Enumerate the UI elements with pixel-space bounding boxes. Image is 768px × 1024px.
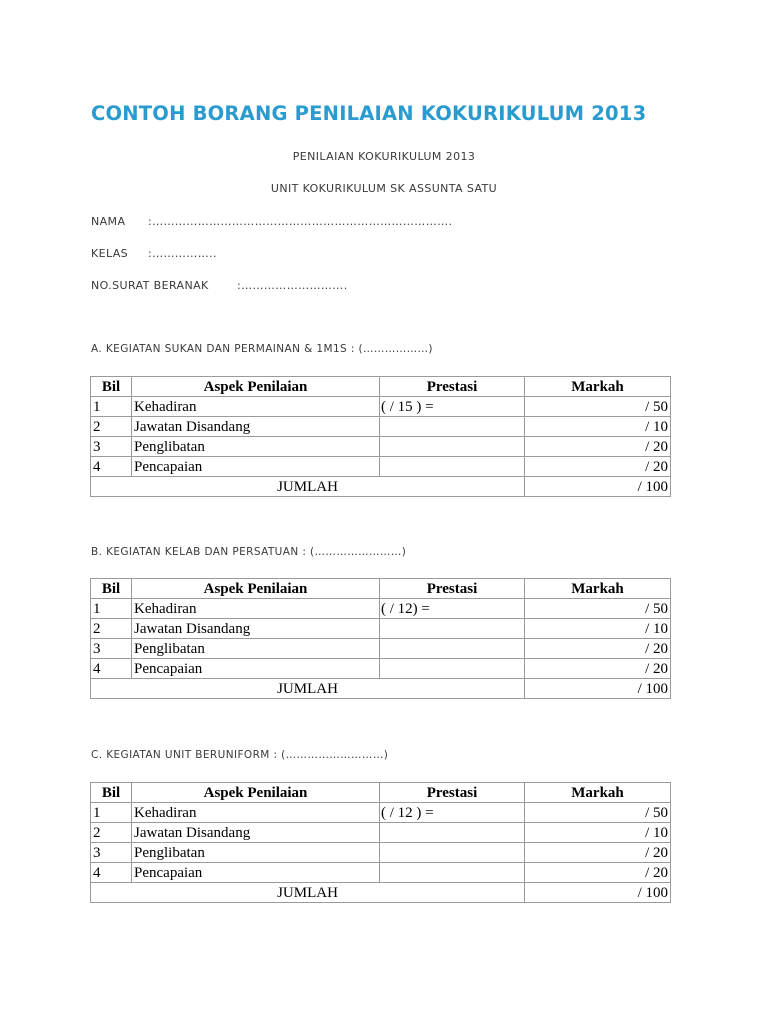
row-aspek: Penglibatan [132,843,380,863]
row-prestasi [380,437,525,457]
header-prestasi: Prestasi [380,579,525,599]
row-prestasi [380,619,525,639]
total-markah: / 100 [525,883,671,903]
row-prestasi [380,659,525,679]
row-aspek: Pencapaian [132,659,380,679]
row-bil: 3 [91,437,132,457]
row-bil: 4 [91,659,132,679]
row-prestasi [380,863,525,883]
table-row [91,417,671,437]
header-prestasi: Prestasi [380,377,525,397]
row-markah: / 50 [525,397,671,417]
row-bil: 3 [91,639,132,659]
form-subtitle: PENILAIAN KOKURIKULUM 2013 [292,150,476,163]
table-header-row [91,377,671,397]
section-c-heading: C. KEGIATAN UNIT BERUNIFORM : (………………………) [91,749,389,761]
row-markah: / 20 [525,843,671,863]
section-a-table [90,376,671,497]
row-prestasi [380,843,525,863]
header-bil: Bil [91,579,132,599]
surat-beranak-label: NO.SURAT BERANAK [91,279,209,292]
row-bil: 1 [91,397,132,417]
kelas-field [91,247,217,260]
nama-field [91,215,453,228]
table-row [91,823,671,843]
table-row [91,619,671,639]
table-row [91,599,671,619]
table-row [91,659,671,679]
total-row [91,477,671,497]
table-row [91,843,671,863]
table-header-row [91,579,671,599]
row-bil: 2 [91,417,132,437]
row-aspek: Jawatan Disandang [132,823,380,843]
kelas-value: :…………….. [148,247,217,260]
table-row [91,437,671,457]
table-row [91,863,671,883]
row-bil: 1 [91,803,132,823]
table-row [91,803,671,823]
header-bil: Bil [91,783,132,803]
row-aspek: Kehadiran [132,599,380,619]
header-markah: Markah [525,783,671,803]
header-prestasi: Prestasi [380,783,525,803]
row-bil: 4 [91,863,132,883]
row-aspek: Penglibatan [132,437,380,457]
row-markah: / 50 [525,599,671,619]
row-aspek: Pencapaian [132,863,380,883]
row-aspek: Jawatan Disandang [132,619,380,639]
header-aspek: Aspek Penilaian [132,377,380,397]
row-markah: / 20 [525,457,671,477]
row-aspek: Penglibatan [132,639,380,659]
row-aspek: Pencapaian [132,457,380,477]
row-markah: / 50 [525,803,671,823]
row-prestasi [380,417,525,437]
row-aspek: Kehadiran [132,803,380,823]
total-label: JUMLAH [91,679,525,699]
row-markah: / 20 [525,437,671,457]
total-markah: / 100 [525,477,671,497]
header-aspek: Aspek Penilaian [132,579,380,599]
table-header-row [91,783,671,803]
total-row [91,679,671,699]
surat-beranak-field [91,279,348,292]
page-title: CONTOH BORANG PENILAIAN KOKURIKULUM 2013 [91,102,647,125]
section-b-heading: B. KEGIATAN KELAB DAN PERSATUAN : (……………………) [91,546,407,558]
nama-value: :……………………………………………………………………. [148,215,453,228]
header-bil: Bil [91,377,132,397]
unit-subtitle: UNIT KOKURIKULUM SK ASSUNTA SATU [270,182,498,195]
row-prestasi: ( / 15 ) = [380,397,525,417]
row-bil: 3 [91,843,132,863]
section-c-table [90,782,671,903]
row-prestasi [380,639,525,659]
row-aspek: Kehadiran [132,397,380,417]
section-a-heading: A. KEGIATAN SUKAN DAN PERMAINAN & 1M1S : (………………) [91,343,433,355]
row-markah: / 10 [525,823,671,843]
kelas-label: KELAS [91,247,129,260]
row-bil: 1 [91,599,132,619]
row-prestasi [380,823,525,843]
section-b-table [90,578,671,699]
row-prestasi [380,457,525,477]
row-markah: / 20 [525,659,671,679]
table-row [91,397,671,417]
row-prestasi: ( / 12) = [380,599,525,619]
row-aspek: Jawatan Disandang [132,417,380,437]
row-markah: / 10 [525,417,671,437]
total-label: JUMLAH [91,477,525,497]
row-markah: / 20 [525,863,671,883]
row-markah: / 20 [525,639,671,659]
surat-beranak-value: :………………………. [237,279,348,292]
header-markah: Markah [525,377,671,397]
header-markah: Markah [525,579,671,599]
row-bil: 4 [91,457,132,477]
total-row [91,883,671,903]
row-markah: / 10 [525,619,671,639]
total-markah: / 100 [525,679,671,699]
nama-label: NAMA [91,215,126,228]
row-bil: 2 [91,823,132,843]
header-aspek: Aspek Penilaian [132,783,380,803]
table-row [91,639,671,659]
row-bil: 2 [91,619,132,639]
table-row [91,457,671,477]
row-prestasi: ( / 12 ) = [380,803,525,823]
total-label: JUMLAH [91,883,525,903]
